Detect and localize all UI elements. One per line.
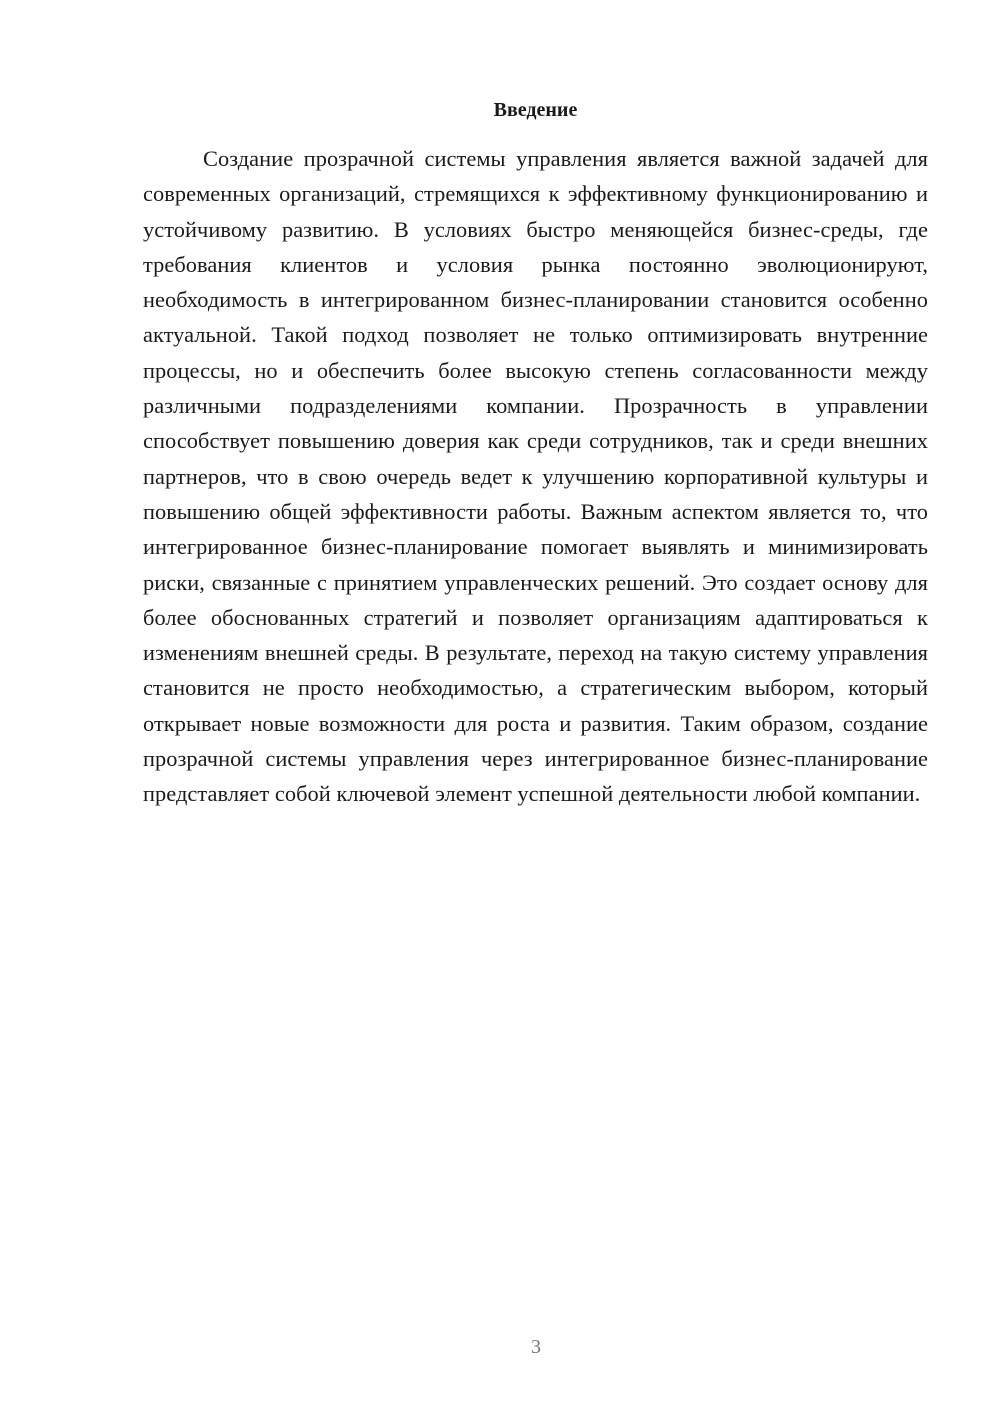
body-paragraph: Создание прозрачной системы управления является важной задачей для современных организаций, стремящихся к эффективному функционированию и устойчивому развитию. В условиях быстро меняющейся бизнес-среды, где требования клиентов и условия рынка постоянно эволюционируют, необходимость в интегрированном бизнес-планировании становится особенно актуальной. Такой подход позволяет не только оптимизировать внутренние процессы, но и обеспечить более высокую степень согласованности между различными подразделениями компании. Прозрачность в управлении способствует повышению доверия как среди сотрудников, так и среди внешних партнеров, что в свою очередь ведет к улучшению корпоративной культуры и повышению общей эффективности работы. Важным аспектом является то, что интегрированное бизнес-планирование помогает выявлять и минимизировать риски, связанные с принятием управленческих решений. Это создает основу для более обоснованных стратегий и позволяет организациям адаптироваться к изменениям внешней среды. В результате, переход на такую систему управления становится не просто необходимостью, а стратегическим выбором, который открывает новые возможности для роста и развития. Таким образом, создание прозрачной системы управления через интегрированное бизнес-планирование представляет собой ключевой элемент успешной деятельности любой компании. [143,146,928,807]
section-heading: Введение [493,99,578,121]
page-number: 3 [531,1336,541,1358]
